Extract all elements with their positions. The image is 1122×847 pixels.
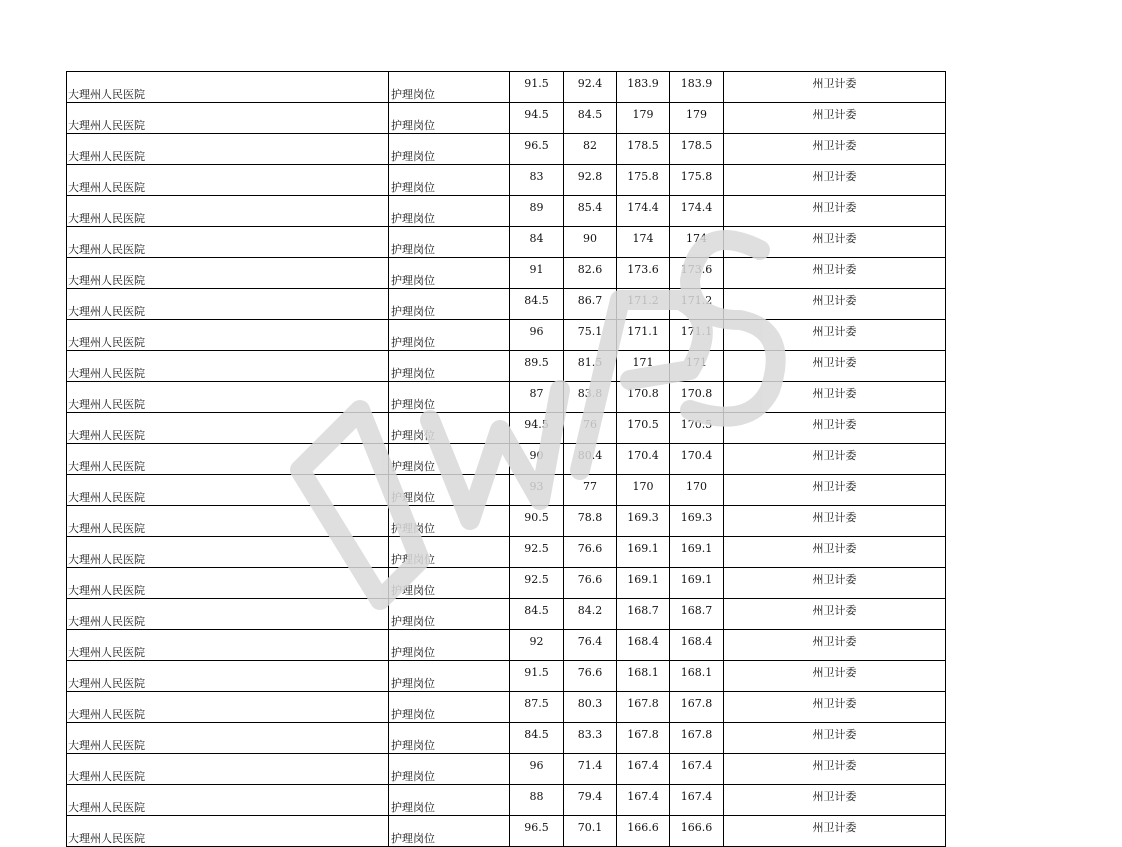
table-row [67,785,946,816]
cell-score-1: 96.5 [510,816,564,847]
table-row [67,816,946,847]
cell-score-total: 168.1 [617,661,670,692]
cell-post: 护理岗位 [389,785,510,816]
cell-score-2: 92.8 [564,165,617,196]
cell-score-total: 171 [617,351,670,382]
cell-score-2: 71.4 [564,754,617,785]
cell-unit: 大理州人民医院 [67,754,389,785]
cell-unit: 大理州人民医院 [67,599,389,630]
cell-score-1: 84.5 [510,289,564,320]
cell-score-1: 89 [510,196,564,227]
cell-department: 州卫计委 [724,599,946,630]
cell-score-1: 87.5 [510,692,564,723]
cell-unit: 大理州人民医院 [67,103,389,134]
cell-department: 州卫计委 [724,165,946,196]
cell-score-final: 170.4 [670,444,724,475]
table-row [67,754,946,785]
table-row [67,382,946,413]
cell-department: 州卫计委 [724,258,946,289]
cell-score-2: 76.6 [564,661,617,692]
cell-score-2: 79.4 [564,785,617,816]
table-row [67,351,946,382]
cell-unit: 大理州人民医院 [67,723,389,754]
table-row [67,692,946,723]
cell-post: 护理岗位 [389,165,510,196]
cell-unit: 大理州人民医院 [67,785,389,816]
cell-score-1: 93 [510,475,564,506]
cell-score-final: 173.6 [670,258,724,289]
cell-score-total: 169.3 [617,506,670,537]
table-row [67,134,946,165]
cell-score-final: 167.8 [670,692,724,723]
cell-post: 护理岗位 [389,630,510,661]
cell-post: 护理岗位 [389,382,510,413]
cell-department: 州卫计委 [724,785,946,816]
cell-score-total: 175.8 [617,165,670,196]
score-table [66,71,946,847]
cell-score-2: 82 [564,134,617,165]
cell-score-final: 170.8 [670,382,724,413]
cell-score-1: 91.5 [510,661,564,692]
cell-unit: 大理州人民医院 [67,475,389,506]
cell-score-2: 80.4 [564,444,617,475]
cell-score-1: 89.5 [510,351,564,382]
cell-post: 护理岗位 [389,568,510,599]
cell-post: 护理岗位 [389,227,510,258]
cell-unit: 大理州人民医院 [67,568,389,599]
cell-score-2: 81.5 [564,351,617,382]
cell-score-1: 84.5 [510,599,564,630]
cell-score-final: 169.1 [670,568,724,599]
table-row [67,599,946,630]
cell-score-final: 174 [670,227,724,258]
cell-score-final: 166.6 [670,816,724,847]
cell-post: 护理岗位 [389,599,510,630]
table-row [67,506,946,537]
cell-score-1: 88 [510,785,564,816]
cell-score-1: 84 [510,227,564,258]
cell-score-final: 168.1 [670,661,724,692]
cell-score-1: 96 [510,320,564,351]
cell-score-1: 87 [510,382,564,413]
cell-score-final: 183.9 [670,72,724,103]
cell-score-1: 92.5 [510,568,564,599]
cell-unit: 大理州人民医院 [67,444,389,475]
table-row [67,537,946,568]
cell-department: 州卫计委 [724,413,946,444]
cell-department: 州卫计委 [724,103,946,134]
cell-department: 州卫计委 [724,134,946,165]
cell-unit: 大理州人民医院 [67,382,389,413]
cell-score-total: 169.1 [617,537,670,568]
cell-score-final: 168.4 [670,630,724,661]
cell-post: 护理岗位 [389,134,510,165]
cell-department: 州卫计委 [724,692,946,723]
cell-department: 州卫计委 [724,816,946,847]
cell-score-total: 167.8 [617,723,670,754]
cell-score-1: 92 [510,630,564,661]
cell-post: 护理岗位 [389,475,510,506]
table-row [67,320,946,351]
cell-department: 州卫计委 [724,72,946,103]
cell-unit: 大理州人民医院 [67,289,389,320]
cell-score-total: 167.4 [617,754,670,785]
cell-score-1: 94.5 [510,103,564,134]
cell-post: 护理岗位 [389,413,510,444]
cell-score-1: 91.5 [510,72,564,103]
table-row [67,630,946,661]
cell-department: 州卫计委 [724,351,946,382]
cell-post: 护理岗位 [389,351,510,382]
cell-post: 护理岗位 [389,289,510,320]
cell-unit: 大理州人民医院 [67,413,389,444]
cell-unit: 大理州人民医院 [67,816,389,847]
cell-score-total: 168.7 [617,599,670,630]
cell-unit: 大理州人民医院 [67,258,389,289]
cell-post: 护理岗位 [389,816,510,847]
cell-department: 州卫计委 [724,723,946,754]
cell-unit: 大理州人民医院 [67,72,389,103]
cell-score-1: 96 [510,754,564,785]
table-row [67,103,946,134]
cell-post: 护理岗位 [389,320,510,351]
cell-post: 护理岗位 [389,196,510,227]
cell-score-total: 171.1 [617,320,670,351]
table-row [67,258,946,289]
cell-score-final: 178.5 [670,134,724,165]
cell-score-total: 169.1 [617,568,670,599]
cell-score-total: 183.9 [617,72,670,103]
cell-score-2: 70.1 [564,816,617,847]
cell-score-total: 179 [617,103,670,134]
cell-score-1: 90.5 [510,506,564,537]
cell-score-2: 84.2 [564,599,617,630]
cell-score-1: 92.5 [510,537,564,568]
cell-score-final: 179 [670,103,724,134]
cell-unit: 大理州人民医院 [67,692,389,723]
cell-score-2: 76.6 [564,537,617,568]
cell-score-total: 170.8 [617,382,670,413]
cell-score-final: 170 [670,475,724,506]
cell-department: 州卫计委 [724,475,946,506]
table-row [67,413,946,444]
cell-score-final: 167.4 [670,785,724,816]
cell-post: 护理岗位 [389,444,510,475]
cell-unit: 大理州人民医院 [67,630,389,661]
cell-department: 州卫计委 [724,196,946,227]
table-row [67,568,946,599]
cell-score-final: 175.8 [670,165,724,196]
cell-score-total: 174.4 [617,196,670,227]
cell-score-1: 94.5 [510,413,564,444]
cell-unit: 大理州人民医院 [67,196,389,227]
cell-post: 护理岗位 [389,754,510,785]
cell-unit: 大理州人民医院 [67,351,389,382]
cell-score-2: 85.4 [564,196,617,227]
cell-score-final: 171 [670,351,724,382]
cell-department: 州卫计委 [724,227,946,258]
cell-score-final: 171.2 [670,289,724,320]
table-row [67,475,946,506]
cell-score-1: 83 [510,165,564,196]
cell-unit: 大理州人民医院 [67,227,389,258]
cell-score-1: 90 [510,444,564,475]
cell-score-2: 76.6 [564,568,617,599]
cell-score-final: 167.8 [670,723,724,754]
table-row [67,72,946,103]
cell-score-final: 167.4 [670,754,724,785]
cell-unit: 大理州人民医院 [67,134,389,165]
cell-score-total: 170 [617,475,670,506]
cell-score-2: 83.3 [564,723,617,754]
cell-department: 州卫计委 [724,289,946,320]
cell-score-total: 170.4 [617,444,670,475]
cell-score-total: 174 [617,227,670,258]
cell-score-total: 166.6 [617,816,670,847]
cell-department: 州卫计委 [724,506,946,537]
table-row [67,196,946,227]
cell-post: 护理岗位 [389,723,510,754]
table-row [67,165,946,196]
cell-post: 护理岗位 [389,661,510,692]
cell-score-2: 82.6 [564,258,617,289]
cell-score-2: 75.1 [564,320,617,351]
cell-post: 护理岗位 [389,537,510,568]
cell-score-2: 76.4 [564,630,617,661]
cell-department: 州卫计委 [724,320,946,351]
cell-score-total: 173.6 [617,258,670,289]
cell-score-1: 96.5 [510,134,564,165]
cell-post: 护理岗位 [389,72,510,103]
cell-unit: 大理州人民医院 [67,165,389,196]
cell-score-1: 91 [510,258,564,289]
cell-unit: 大理州人民医院 [67,537,389,568]
table-row [67,289,946,320]
score-table-body [67,72,946,847]
cell-score-2: 78.8 [564,506,617,537]
cell-score-final: 174.4 [670,196,724,227]
cell-department: 州卫计委 [724,537,946,568]
cell-post: 护理岗位 [389,103,510,134]
cell-unit: 大理州人民医院 [67,506,389,537]
table-row [67,723,946,754]
cell-score-1: 84.5 [510,723,564,754]
cell-post: 护理岗位 [389,506,510,537]
cell-score-2: 83.8 [564,382,617,413]
table-row [67,444,946,475]
cell-post: 护理岗位 [389,258,510,289]
cell-unit: 大理州人民医院 [67,320,389,351]
table-row [67,661,946,692]
cell-score-total: 170.5 [617,413,670,444]
cell-score-2: 86.7 [564,289,617,320]
cell-score-total: 171.2 [617,289,670,320]
cell-score-2: 80.3 [564,692,617,723]
cell-score-total: 178.5 [617,134,670,165]
cell-score-total: 167.4 [617,785,670,816]
cell-department: 州卫计委 [724,382,946,413]
table-row [67,227,946,258]
cell-unit: 大理州人民医院 [67,661,389,692]
cell-score-2: 92.4 [564,72,617,103]
cell-score-final: 170.5 [670,413,724,444]
cell-department: 州卫计委 [724,630,946,661]
cell-score-final: 169.3 [670,506,724,537]
cell-score-final: 168.7 [670,599,724,630]
cell-score-2: 76 [564,413,617,444]
cell-score-final: 171.1 [670,320,724,351]
cell-score-2: 77 [564,475,617,506]
cell-department: 州卫计委 [724,661,946,692]
cell-department: 州卫计委 [724,444,946,475]
cell-score-total: 168.4 [617,630,670,661]
cell-department: 州卫计委 [724,754,946,785]
cell-post: 护理岗位 [389,692,510,723]
cell-score-2: 84.5 [564,103,617,134]
cell-score-2: 90 [564,227,617,258]
cell-score-final: 169.1 [670,537,724,568]
cell-department: 州卫计委 [724,568,946,599]
cell-score-total: 167.8 [617,692,670,723]
